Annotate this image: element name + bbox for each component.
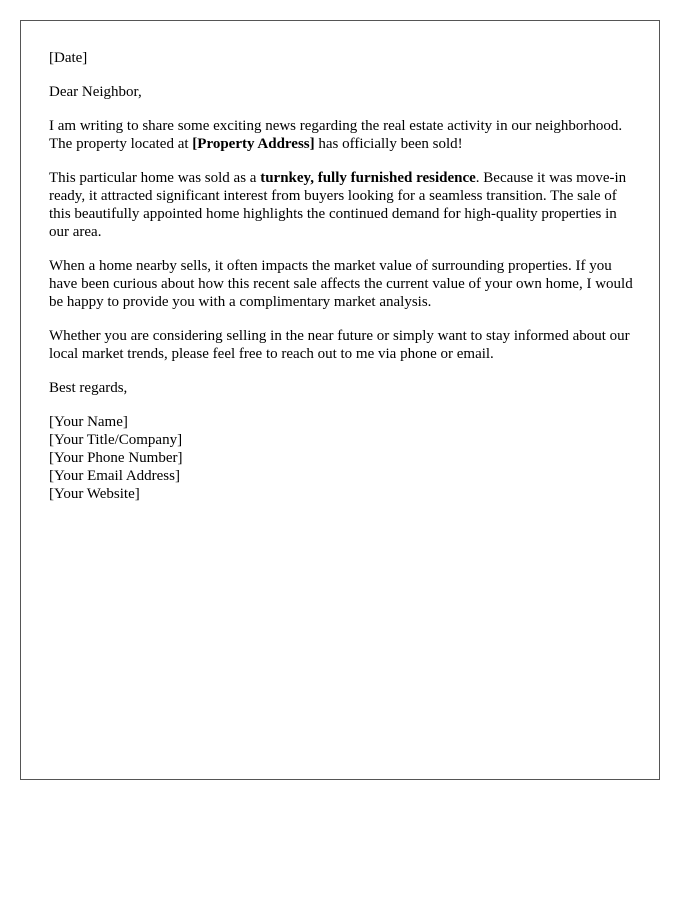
letter-body <box>49 49 637 503</box>
letter-page <box>20 20 660 780</box>
signature-name: [Your Name] <box>49 414 128 430</box>
turnkey-phrase: turnkey, fully furnished residence <box>260 170 476 186</box>
signature-block <box>49 413 637 503</box>
p2-text-after: . Because it was move-in ready, it attracted significant interest from buyers looking for a seamless transition. The sale of this beautifully appointed home highlights the continued demand for high-quality properties in our area. <box>49 170 627 240</box>
signature-title-company: [Your Title/Company] <box>49 432 183 448</box>
letter-salutation: Dear Neighbor, <box>49 84 142 100</box>
p1-text-before: I am writing to share some exciting news regarding the real estate activity in our neighborhood. The property located at <box>49 118 623 152</box>
letter-date: [Date] <box>49 50 88 66</box>
signature-email: [Your Email Address] <box>49 468 180 484</box>
paragraph-home-description <box>49 169 637 241</box>
p2-text-before: This particular home was sold as a <box>49 170 261 186</box>
letter-closing: Best regards, <box>49 380 128 396</box>
paragraph-sale-announcement <box>49 117 637 153</box>
signature-phone: [Your Phone Number] <box>49 450 183 466</box>
property-address-placeholder: [Property Address] <box>192 136 315 152</box>
paragraph-market-analysis: When a home nearby sells, it often impacts the market value of surrounding properties. If you have been curious about how this recent sale affects the current value of your own home, I would be happy to provide you with a complimentary market analysis. <box>49 258 633 310</box>
p1-text-after: has officially been sold! <box>314 136 463 152</box>
signature-website: [Your Website] <box>49 486 140 502</box>
paragraph-contact-invite: Whether you are considering selling in the near future or simply want to stay informed about our local market trends, please feel free to reach out to me via phone or email. <box>49 328 630 362</box>
